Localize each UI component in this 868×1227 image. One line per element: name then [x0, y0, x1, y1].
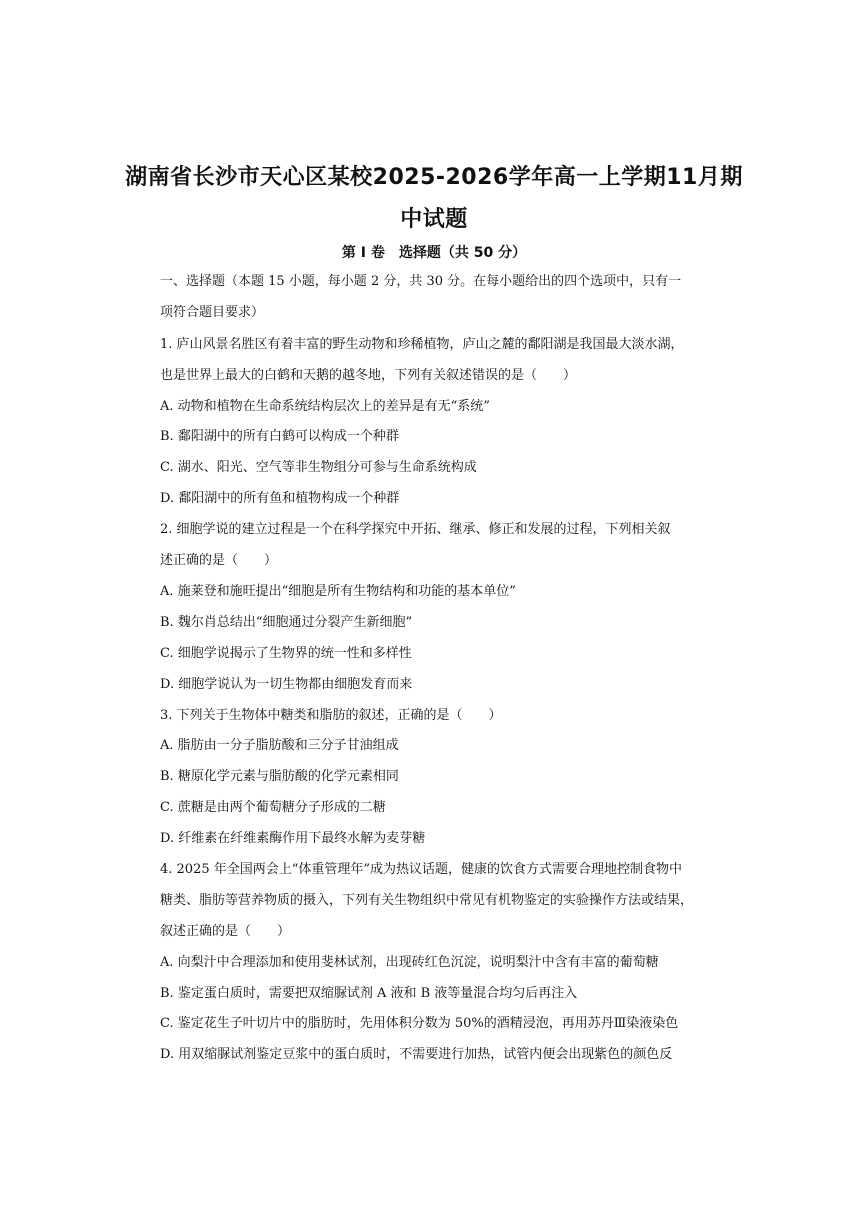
question-1-option-c: C. 湖水、阳光、空气等非生物组分可参与生命系统构成: [160, 460, 477, 475]
exam-title-line-2: 中试题: [400, 207, 468, 232]
question-4-stem-line-2: 糖类、脂肪等营养物质的摄入，下列有关生物组织中常见有机物鉴定的实验操作方法或结果，: [160, 893, 694, 908]
question-3-stem-line-1: 3. 下列关于生物体中糖类和脂肪的叙述，正确的是（ ）: [160, 708, 502, 723]
question-2-option-c: C. 细胞学说揭示了生物界的统一性和多样性: [160, 646, 412, 661]
question-4-stem-line-1: 4. 2025 年全国两会上“体重管理年”成为热议话题，健康的饮食方式需要合理地控制食物中: [160, 862, 683, 877]
question-4-option-c: C. 鉴定花生子叶切片中的脂肪时，先用体积分数为 50%的酒精浸泡，再用苏丹Ⅲ染液染色: [160, 1016, 679, 1031]
question-1-stem-line-1: 1. 庐山风景名胜区有着丰富的野生动物和珍稀植物，庐山之麓的鄱阳湖是我国最大淡水湖，: [160, 337, 684, 352]
instructions-line-2: 项符合题目要求）: [160, 305, 265, 320]
question-3-option-b: B. 糖原化学元素与脂肪酸的化学元素相同: [160, 769, 399, 784]
question-2-option-b: B. 魏尔肖总结出“细胞通过分裂产生新细胞”: [160, 615, 413, 630]
question-2-option-d: D. 细胞学说认为一切生物都由细胞发育而来: [160, 677, 413, 692]
question-4-option-a: A. 向梨汁中合理添加和使用斐林试剂，出现砖红色沉淀，说明梨汁中含有丰富的葡萄糖: [160, 955, 659, 970]
section-header: 第 I 卷 选择题（共 50 分）: [341, 245, 527, 261]
question-1-option-b: B. 鄱阳湖中的所有白鹤可以构成一个种群: [160, 429, 399, 444]
question-1-stem-line-2: 也是世界上最大的白鹤和天鹅的越冬地，下列有关叙述错误的是（ ）: [160, 368, 577, 383]
question-4-option-b: B. 鉴定蛋白质时，需要把双缩脲试剂 A 液和 B 液等量混合均匀后再注入: [160, 986, 578, 1001]
question-3-option-c: C. 蔗糖是由两个葡萄糖分子形成的二糖: [160, 800, 386, 815]
question-1-option-d: D. 鄱阳湖中的所有鱼和植物构成一个种群: [160, 491, 400, 506]
question-4-option-d: D. 用双缩脲试剂鉴定豆浆中的蛋白质时，不需要进行加热，试管内便会出现紫色的颜色反: [160, 1047, 673, 1062]
question-3-option-a: A. 脂肪由一分子脂肪酸和三分子甘油组成: [160, 738, 399, 753]
question-2-stem-line-1: 2. 细胞学说的建立过程是一个在科学探究中开拓、继承、修正和发展的过程，下列相关叙: [160, 522, 671, 537]
question-2-stem-line-2: 述正确的是（ ）: [160, 553, 278, 568]
question-4-stem-line-3: 叙述正确的是（ ）: [160, 924, 291, 939]
instructions-line-1: 一、选择题（本题 15 小题，每小题 2 分，共 30 分。在每小题给出的四个选项中，只有一: [160, 274, 682, 289]
question-1-option-a: A. 动物和植物在生命系统结构层次上的差异是有无“系统”: [160, 399, 490, 414]
exam-title-line-1: 湖南省长沙市天心区某校2025-2026学年高一上学期11月期: [125, 165, 743, 190]
question-2-option-a: A. 施莱登和施旺提出“细胞是所有生物结构和功能的基本单位”: [160, 584, 516, 599]
question-3-option-d: D. 纤维素在纤维素酶作用下最终水解为麦芽糖: [160, 831, 426, 846]
